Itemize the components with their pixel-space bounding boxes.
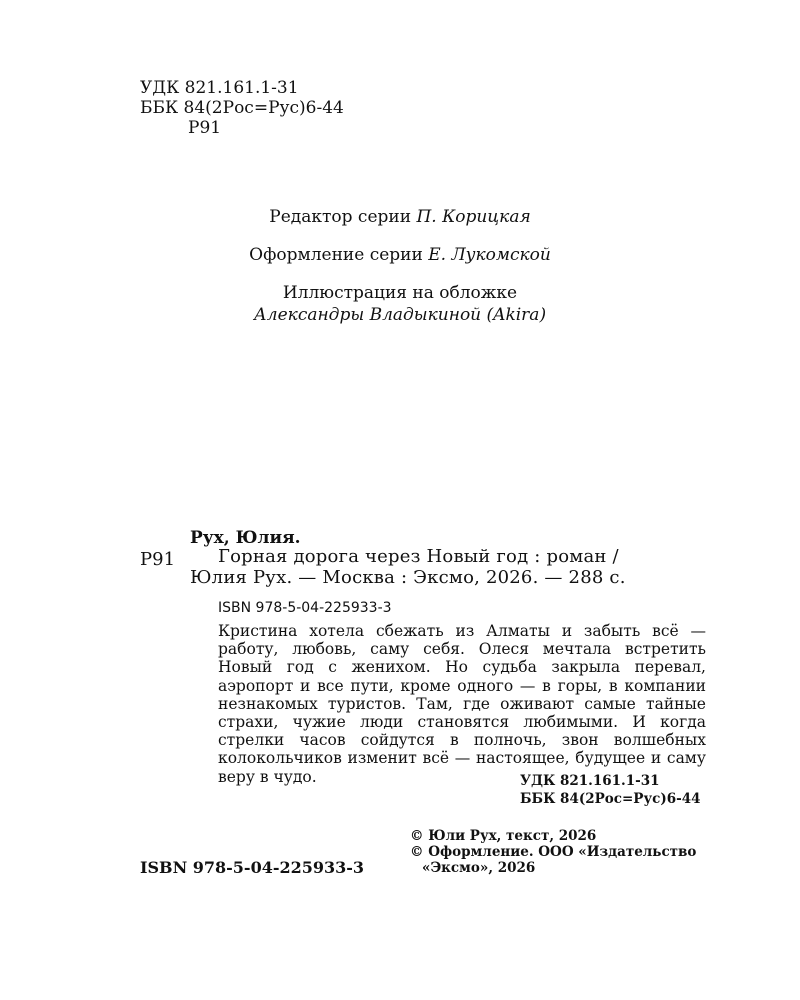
classification-codes — [520, 772, 701, 808]
udk-code: УДК 821.161.1-31 — [140, 78, 299, 98]
design-name: Е. Лукомской — [428, 245, 551, 265]
copyright-design-2: «Эксмо», 2026 — [422, 860, 536, 876]
classification-bbk: ББК 84(2Рос=Рус)6-44 — [520, 791, 701, 807]
illustration-credit — [0, 282, 800, 326]
title-line-2: Юлия Рух. — Москва : Эксмо, 2026. — 288 с. — [190, 567, 626, 588]
catalog-title — [190, 546, 626, 588]
bbk-code: ББК 84(2Рос=Рус)6-44 — [140, 98, 344, 118]
editor-name: П. Корицкая — [416, 207, 531, 227]
editor-credit — [0, 206, 800, 228]
catalog-isbn: ISBN 978-5-04-225933-3 — [218, 600, 392, 616]
annotation-text: Кристина хотела сбежать из Алматы и забыть всё — работу, любовь, саму себя. Олеся мечтала встретить Новый год с женихом. Но судьба закрыла перевал, аэропорт и все пути, кроме одного — в горы, в компании незнакомых туристов. Там, где оживают самые тайные страхи, чужие люди становятся любимыми. И когда стрелки часов сойдутся в полночь, звон волшебных колокольчиков изменит всё — настоящее, будущее и саму веру в чудо. — [218, 622, 706, 786]
classification-udk: УДК 821.161.1-31 — [520, 773, 660, 789]
copyright-block — [410, 828, 696, 876]
copyright-text: © Юли Рух, текст, 2026 — [410, 828, 597, 844]
illustration-label: Иллюстрация на обложке — [282, 283, 518, 303]
catalog-author-sign: Р91 — [140, 549, 176, 570]
illustration-name: Александры Владыкиной (Akira) — [253, 305, 547, 325]
isbn-footer: ISBN 978-5-04-225933-3 — [140, 858, 365, 877]
editor-label: Редактор серии — [269, 207, 412, 227]
design-label: Оформление серии — [249, 245, 423, 265]
catalog-author: Рух, Юлия. — [190, 528, 301, 548]
annotation — [218, 622, 706, 786]
header-codes — [140, 78, 344, 138]
design-credit — [0, 244, 800, 266]
copyright-design-1: © Оформление. ООО «Издательство — [410, 844, 697, 860]
title-line-1: Горная дорога через Новый год : роман / — [218, 546, 619, 567]
author-sign: Р91 — [188, 118, 222, 138]
